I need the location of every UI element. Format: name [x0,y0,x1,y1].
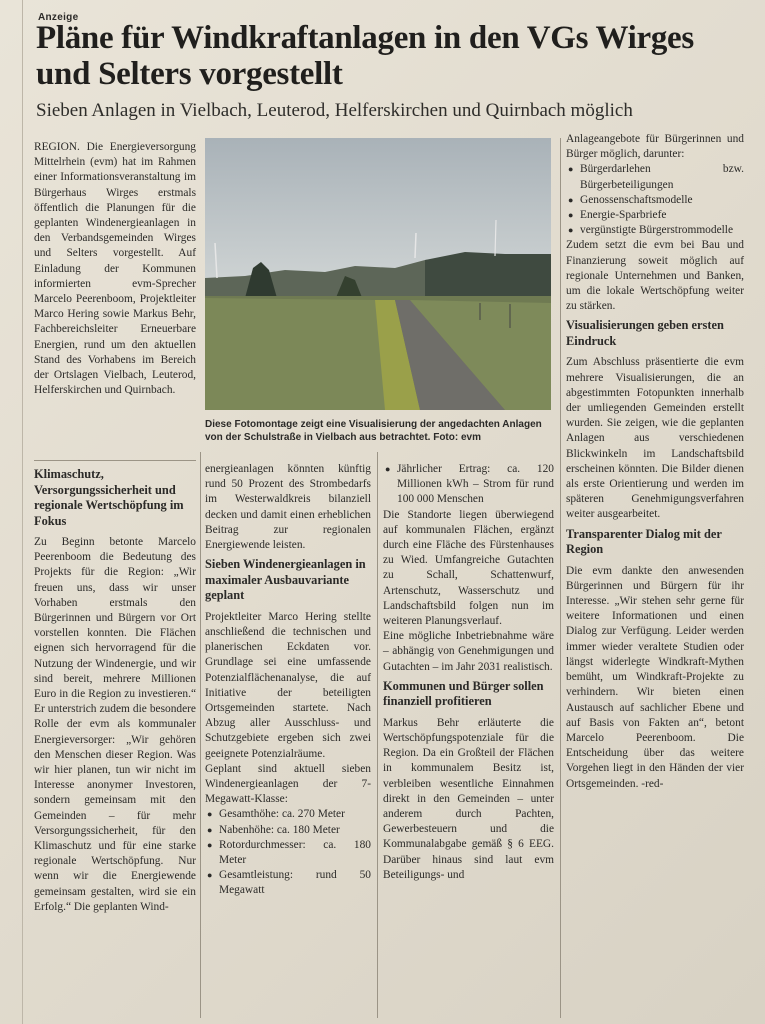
paragraph: Die evm dankte den anwesenden Bürgerinnen und Bürgern für ihr Interesse. „Wir stehen sehr gerne für weitere Informationen und einen Dialog zur Verfügung. Leider werden immer wieder veraltete Studien oder längst widerlegte Windkraft-Mythen bemüht, um Windkraft-Projekte zu verhindern. Wir bieten einen Austausch auf sachlicher Ebene und auf Basis von Fakten an“, betont Marcelo Peerenboom. Die Entscheidung über das weitere Vorgehen liegt in den Händen der vier Ortsgemeinden. -red- [566,564,744,790]
list-item: ● vergünstigte Bürgerstrommodelle [580,223,744,238]
intro-paragraph: REGION. Die Energieversorgung Mittelrhein (evm) hat im Rahmen einer Informationsveranstaltung im Bürgerhaus Wirges erstmals öffentlich die Planungen für die geplanten Windenergieanlagen in den Verbandsgemeinden Wirges und Selters vorgestellt. Auf Einladung der Kommunen informierten evm-Sprecher Marcelo Peerenboom, Projektleiter Marco Hering sowie Markus Behr, Fachbereichsleiter Erneuerbare Energien, rund um den aktuellen Stand des Vorhabens im Bereich der Ortslagen Vielbach, Leuterod, Helferskirchen und Quirnbach. [34,141,196,397]
paragraph: energieanlagen könnten künftig rund 50 Prozent des Strombedarfs im Westerwaldkreis bilanziell decken und damit einen erheblichen Beitrag zur regionalen Energiewende leisten. [205,463,371,552]
column-2 [205,462,371,899]
windfarm-photo [205,138,551,410]
article-subheadline: Sieben Anlagen in Vielbach, Leuterod, Helferskirchen und Quirnbach möglich [36,100,633,121]
list-item: ● Jährlicher Ertrag: ca. 120 Millionen kWh – Strom für rund 100 000 Menschen [397,462,554,508]
list-item: ● Nabenhöhe: ca. 180 Meter [219,823,371,838]
column-4 [566,132,744,792]
paragraph: Zudem setzt die evm bei Bau und Finanzierung soweit möglich auf regionale Unternehmen und Banken, um die lokale Wertschöpfung weiter zu stärken. [566,239,744,313]
column-1-top [34,140,196,398]
advert-label: Anzeige [38,12,79,23]
section-heading-klimaschutz: Klimaschutz, Versorgungssicherheit und regionale Wertschöpfung im Fokus [34,467,184,528]
list-item: ● Rotordurchmesser: ca. 180 Meter [219,838,371,868]
paragraph: Geplant sind aktuell sieben Windenergieanlagen der 7-Megawatt-Klasse: [205,762,371,806]
list-item: ● Genossenschaftsmodelle [580,193,744,208]
section-heading-visualisierungen: Visualisierungen geben ersten Eindruck [566,318,724,348]
specs-list [205,807,371,898]
divider [34,460,196,461]
paragraph: Die Standorte liegen überwiegend auf kommunalen Flächen, ergänzt durch eine Fläche des Fürstenhauses zu Wied. Umfangreiche Gutachten zu Schall, Schattenwurf, Artenschutz, Wasserschutz und Landschaftsbild folgen nun im weiteren Planungsverlauf. [383,508,554,628]
column-3 [383,462,554,883]
left-margin [0,0,23,1024]
paragraph: Projektleiter Marco Hering stellte anschließend die technischen und planerischen Eckdaten vor. Grundlage sei eine umfassende Potenzialflächenanalyse, die auf Initiative der beteiligten Ortsgemeinden startete. Nach Abzug aller Ausschluss- und Schutzgebiete ergeben sich zwei geeignete Potenzialräume. [205,610,371,760]
paragraph: Zu Beginn betonte Marcelo Peerenboom die Bedeutung des Projekts für die Region: „Wir freuen uns, dass wir unser Vorhaben erstmals den Bürgerinnen und Bürgern vor Ort vorstellen konnten. Die Flächen eignen sich hervorragend für die Nutzung der Windenergie, und wir sind bereit, mehrere Millionen Euro in die Region zu investieren.“ Er unterstrich zudem die besondere Rolle der evm als kommunaler Energieversorger: „Wir gehören den Menschen dieser Region. Was wir hier planen, tun wir nicht im Interesse anonymer Investoren, sondern gemeinsam mit den Gemeinden – für mehr Versorgungssicherheit, für den Klimaschutz und für eine starke regionale Wertschöpfung. Nur wenn wir die Energiewende gemeinsam gestalten, wird sie ein Erfolg.“ Die geplanten Wind- [34,536,196,913]
column-rule [200,452,201,1018]
article-headline: Pläne für Windkraftanlagen in den VGs Wirges und Selters vorgestellt [36,20,694,92]
list-item: ● Energie-Sparbriefe [580,208,744,223]
specs-list-continued [383,462,554,508]
paragraph: Eine mögliche Inbetriebnahme wäre – abhängig von Genehmigungen und Gutachten – im Jahr 2031 realistisch. [383,630,554,673]
paragraph: Anlageangebote für Bürgerinnen und Bürger möglich, darunter: [566,133,744,161]
section-heading-dialog: Transparenter Dialog mit der Region [566,526,722,557]
list-item: ● Bürgerdarlehen bzw. Bürgerbeteiligungen [580,162,744,192]
column-1 [34,463,196,915]
photo-caption: Diese Fotomontage zeigt eine Visualisierung der angedachten Anlagen von der Schulstraße in Vielbach aus betrachtet. Foto: evm [205,419,542,443]
paragraph: Zum Abschluss präsentierte die evm mehrere Visualisierungen, die an abgestimmten Fotopunkten innerhalb der umliegenden Gemeinden erstellt wurden. Sie zeigen, wie die geplanten Anlagen aus verschiedenen Blickwinkeln im Landschaftsbild erscheinen könnten. Die Bilder dienen als erste Orientierung und werden im späteren Genehmigungsverfahren weiter ausgearbeitet. [566,356,744,521]
paragraph: Markus Behr erläuterte die Wertschöpfungspotenziale für die Region. Da ein Großteil der Flächen in kommunalem Besitz ist, verbleiben wesentliche Einnahmen direkt in den Gemeinden – unter anderem durch Pachten, Gewerbesteuern und die Kommunalabgabe gemäß § 6 EEG. Darüber hinaus sind laut evm Beteiligungs- und [383,716,554,881]
list-item: ● Gesamthöhe: ca. 270 Meter [219,807,371,822]
column-rule [560,138,561,1018]
column-rule [377,452,378,1018]
section-heading-kommunen: Kommunen und Bürger sollen finanziell profitieren [383,678,544,709]
section-heading-windenergieanlagen: Sieben Windenergieanlagen in maximaler Ausbauvariante geplant [205,557,366,603]
list-item: ● Gesamtleistung: rund 50 Megawatt [219,868,371,898]
offers-list [566,162,744,238]
